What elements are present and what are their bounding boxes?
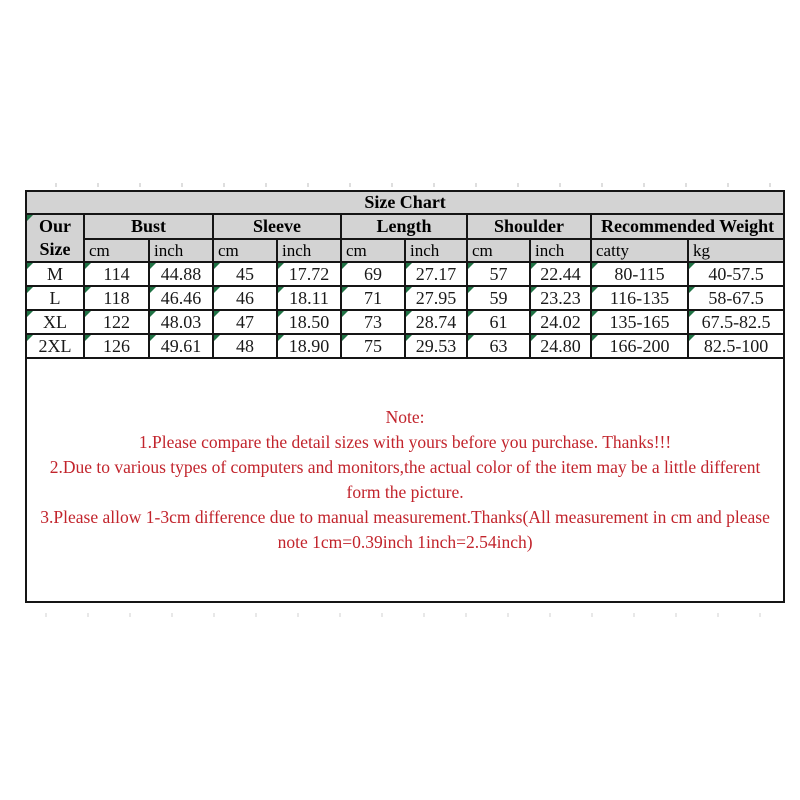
corner-header: Our Size: [26, 214, 84, 262]
table-cell: 45: [213, 262, 277, 286]
title-row: [26, 191, 784, 214]
unit-header-shoulder-inch: inch: [530, 239, 591, 262]
size-cell: M: [26, 262, 84, 286]
unit-header-bust-inch: inch: [149, 239, 213, 262]
table-cell: 47: [213, 310, 277, 334]
unit-header-length-cm: cm: [341, 239, 405, 262]
size-cell: L: [26, 286, 84, 310]
table-cell: 23.23: [530, 286, 591, 310]
table-cell: 40-57.5: [688, 262, 784, 286]
table-cell: 63: [467, 334, 530, 358]
table-title: Size Chart: [26, 191, 784, 214]
group-header-shoulder: Shoulder: [467, 214, 591, 239]
size-cell: XL: [26, 310, 84, 334]
table-cell: 80-115: [591, 262, 688, 286]
table-cell: 166-200: [591, 334, 688, 358]
table-cell: 126: [84, 334, 149, 358]
note-heading: Note:: [385, 407, 425, 427]
table-cell: 57: [467, 262, 530, 286]
table-cell: 48.03: [149, 310, 213, 334]
table-cell: 18.50: [277, 310, 341, 334]
table-row-2xl: [26, 334, 784, 358]
table-cell: 27.95: [405, 286, 467, 310]
table-cell: 59: [467, 286, 530, 310]
table-row-xl: [26, 310, 784, 334]
table-cell: 24.02: [530, 310, 591, 334]
gridline-ticks-top: [55, 183, 783, 187]
group-header-length: Length: [341, 214, 467, 239]
unit-header-row: [26, 239, 784, 262]
unit-header-sleeve-inch: inch: [277, 239, 341, 262]
table-cell: 61: [467, 310, 530, 334]
unit-header-length-inch: inch: [405, 239, 467, 262]
table-cell: 22.44: [530, 262, 591, 286]
table-cell: 27.17: [405, 262, 467, 286]
table-cell: 18.90: [277, 334, 341, 358]
table-cell: 67.5-82.5: [688, 310, 784, 334]
note-line-1: 1.Please compare the detail sizes with yours before you purchase. Thanks!!!: [138, 432, 672, 452]
note-line-3: 3.Please allow 1-3cm difference due to manual measurement.Thanks(All measurement in cm and please note 1cm=0.39inch 1inch=2.54inch): [40, 507, 770, 552]
table-cell: 73: [341, 310, 405, 334]
table-cell: 58-67.5: [688, 286, 784, 310]
size-chart-table: [25, 190, 785, 603]
note-row: [26, 358, 784, 602]
table-cell: 29.53: [405, 334, 467, 358]
note-area: [26, 358, 784, 602]
table-cell: 44.88: [149, 262, 213, 286]
table-cell: 24.80: [530, 334, 591, 358]
table-cell: 71: [341, 286, 405, 310]
group-header-sleeve: Sleeve: [213, 214, 341, 239]
table-cell: 18.11: [277, 286, 341, 310]
unit-header-bust-cm: cm: [84, 239, 149, 262]
table-cell: 17.72: [277, 262, 341, 286]
table-cell: 118: [84, 286, 149, 310]
table-cell: 122: [84, 310, 149, 334]
table-cell: 114: [84, 262, 149, 286]
unit-header-sleeve-cm: cm: [213, 239, 277, 262]
table-row-m: [26, 262, 784, 286]
table-cell: 135-165: [591, 310, 688, 334]
table-cell: 75: [341, 334, 405, 358]
table-cell: 28.74: [405, 310, 467, 334]
table-cell: 48: [213, 334, 277, 358]
note-line-2: 2.Due to various types of computers and monitors,the actual color of the item may be a little different form the picture.: [49, 457, 761, 502]
unit-header-kg: kg: [688, 239, 784, 262]
group-header-bust: Bust: [84, 214, 213, 239]
size-cell: 2XL: [26, 334, 84, 358]
table-cell: 69: [341, 262, 405, 286]
unit-header-shoulder-cm: cm: [467, 239, 530, 262]
table-cell: 116-135: [591, 286, 688, 310]
group-header-row: [26, 214, 784, 239]
table-row-l: [26, 286, 784, 310]
table-cell: 46: [213, 286, 277, 310]
table-cell: 49.61: [149, 334, 213, 358]
group-header-recommended-weight: Recommended Weight: [591, 214, 784, 239]
gridline-ticks-bottom: [45, 613, 783, 617]
table-cell: 82.5-100: [688, 334, 784, 358]
unit-header-catty: catty: [591, 239, 688, 262]
table-cell: 46.46: [149, 286, 213, 310]
